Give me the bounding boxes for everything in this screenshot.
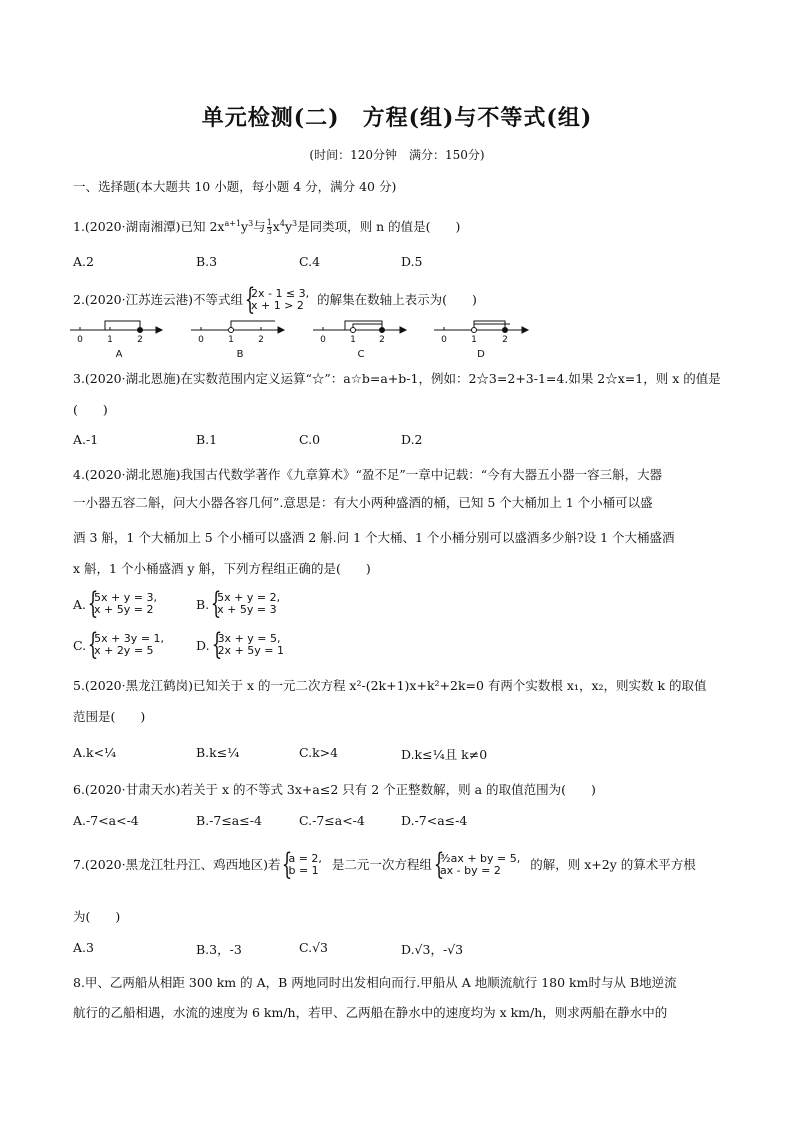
q7-sol-2: b = 1 bbox=[288, 864, 319, 877]
q7-option-d[interactable]: D.√3，-√3 bbox=[401, 942, 464, 957]
q7-line-2: 为( ) bbox=[73, 909, 121, 924]
svg-text:2: 2 bbox=[137, 335, 143, 345]
q4-a-eq-2: x + 5y = 2 bbox=[94, 603, 154, 616]
exam-info: (时间：120分钟 满分：150分) bbox=[309, 148, 485, 162]
question-7 bbox=[73, 847, 696, 882]
q4-line-3: 酒 3 斛，1 个大桶加上 5 个小桶可以盛酒 2 斛.问 1 个大桶、1 个小桶分别可以盛酒多少斛?设 1 个大桶盛酒 bbox=[73, 530, 675, 545]
q1-prefix: 1.(2020·湖南湘潭)已知 2x bbox=[73, 219, 225, 235]
q4-line-1: 4.(2020·湖北恩施)我国古代数学著作《九章算术》“盈不足”一章中记载：“今有大器五小器一容三斛，大器 bbox=[73, 467, 663, 482]
q3-option-d[interactable]: D.2 bbox=[401, 432, 423, 447]
q4-option-d[interactable]: D. { 3x + y = 5, 2x + 5y = 1 bbox=[196, 627, 284, 662]
q4-d-eq-1: 3x + y = 5, bbox=[217, 632, 281, 645]
q4-option-c[interactable]: C. { 5x + 3y = 1, x + 2y = 5 bbox=[73, 627, 165, 662]
svg-text:1: 1 bbox=[228, 335, 234, 345]
svg-text:1: 1 bbox=[471, 335, 477, 345]
q1-option-d[interactable]: D.5 bbox=[401, 254, 423, 269]
q7-system: { ³⁄₂ax + by = 5, ax - by = 2 bbox=[433, 847, 521, 882]
q5-option-d[interactable]: D.k≤¼且 k≠0 bbox=[401, 747, 488, 762]
q1-option-c[interactable]: C.4 bbox=[299, 254, 321, 269]
q2-prefix: 2.(2020·江苏连云港)不等式组 bbox=[73, 292, 243, 307]
q7-sol-1: a = 2, bbox=[288, 852, 322, 865]
q7-option-a[interactable]: A.3 bbox=[73, 940, 94, 955]
q8-line-2: 航行的乙船相遇，水流的速度为 6 km/h，若甲、乙两船在静水中的速度均为 x km/h，则求两船在静水中的 bbox=[73, 1005, 668, 1020]
number-line-d bbox=[434, 321, 528, 333]
q7-sys-2: ax - by = 2 bbox=[439, 864, 501, 877]
q7-option-b[interactable]: B.3，-3 bbox=[196, 942, 242, 957]
q4-line-4: x 斛，1 个小桶盛酒 y 斛，下列方程组正确的是( ) bbox=[73, 561, 371, 576]
q2-system-line-1: 2x - 1 ≤ 3, bbox=[250, 287, 310, 300]
q5-option-c[interactable]: C.k>4 bbox=[299, 745, 339, 760]
q2-option-d[interactable]: D bbox=[477, 349, 485, 360]
svg-text:2: 2 bbox=[502, 335, 508, 345]
q7-solution: { a = 2, b = 1 bbox=[282, 847, 322, 882]
q8-line-1: 8.甲、乙两船从相距 300 km 的 A，B 两地同时出发相向而行.甲船从 A 地顺流航行 180 km时与从 B地逆流 bbox=[73, 975, 677, 990]
number-line-b bbox=[191, 321, 284, 333]
q1-mid: 与 bbox=[253, 219, 266, 235]
q5-line-2: 范围是( ) bbox=[73, 709, 146, 724]
question-2 bbox=[73, 282, 477, 317]
q5-option-a[interactable]: A.k<¼ bbox=[73, 745, 117, 760]
q3-option-c[interactable]: C.0 bbox=[299, 432, 321, 447]
svg-text:1: 1 bbox=[107, 335, 113, 345]
q3-option-a[interactable]: A.-1 bbox=[73, 432, 99, 447]
q6-option-a[interactable]: A.-7<a<-4 bbox=[73, 813, 139, 828]
q5-line-1: 5.(2020·黑龙江鹤岗)已知关于 x 的一元二次方程 x²-(2k+1)x+k²+2k=0 有两个实数根 x₁，x₂，则实数 k 的取值 bbox=[73, 678, 707, 693]
q2-system-line-2: x + 1 > 2 bbox=[250, 299, 304, 312]
svg-text:2: 2 bbox=[379, 335, 385, 345]
svg-text:0: 0 bbox=[441, 335, 447, 345]
q6-option-b[interactable]: B.-7≤a≤-4 bbox=[196, 813, 262, 828]
q3-line-2: ( ) bbox=[73, 402, 108, 417]
q6-option-c[interactable]: C.-7≤a<-4 bbox=[299, 813, 365, 828]
svg-text:0: 0 bbox=[198, 335, 204, 345]
number-line-c bbox=[313, 321, 406, 333]
q3-option-b[interactable]: B.1 bbox=[196, 432, 218, 447]
q4-c-eq-1: 5x + 3y = 1, bbox=[94, 632, 165, 645]
q4-option-b[interactable]: B. { 5x + y = 2, x + 5y = 3 bbox=[196, 586, 281, 621]
q4-b-eq-1: 5x + y = 2, bbox=[217, 591, 281, 604]
q4-a-eq-1: 5x + y = 3, bbox=[94, 591, 157, 604]
svg-text:0: 0 bbox=[320, 335, 326, 345]
q4-c-eq-2: x + 2y = 5 bbox=[94, 644, 154, 657]
page-title: 单元检测(二) 方程(组)与不等式(组) bbox=[201, 105, 593, 131]
q4-line-2: 一小器五容二斛，问大小器各容几何”.意思是：有大小两种盛酒的桶，已知 5 个大桶加上 1 个小桶可以盛 bbox=[73, 495, 653, 510]
q2-option-a[interactable]: A bbox=[115, 349, 123, 360]
q7-mid: 是二元一次方程组 bbox=[331, 857, 432, 872]
q6-line-1: 6.(2020·甘肃天水)若关于 x 的不等式 3x+a≤2 只有 2 个正整数解，则 a 的取值范围为( ) bbox=[73, 782, 596, 797]
q5-option-b[interactable]: B.k≤¼ bbox=[196, 745, 240, 760]
q2-system: { 2x - 1 ≤ 3, x + 1 > 2 bbox=[244, 282, 310, 317]
q3-line-1: 3.(2020·湖北恩施)在实数范围内定义运算“☆”：a☆b=a+b-1，例如：2☆3=2+3-1=4.如果 2☆x=1，则 x 的值是 bbox=[73, 371, 721, 386]
section-heading: 一、选择题(本大题共 10 小题，每小题 4 分，满分 40 分) bbox=[73, 179, 397, 194]
q7-sys-1: ³⁄₂ax + by = 5, bbox=[439, 852, 521, 865]
q7-suffix: 的解，则 x+2y 的算术平方根 bbox=[530, 857, 696, 872]
q4-option-a[interactable]: A. { 5x + y = 3, x + 5y = 2 bbox=[73, 586, 157, 621]
number-line-a bbox=[70, 321, 162, 333]
svg-text:2: 2 bbox=[258, 335, 264, 345]
q2-option-c[interactable]: C bbox=[357, 349, 365, 360]
q7-option-c[interactable]: C.√3 bbox=[299, 940, 329, 955]
number-line-options bbox=[70, 318, 540, 360]
svg-text:0: 0 bbox=[77, 335, 83, 345]
svg-text:1: 1 bbox=[350, 335, 356, 345]
q7-prefix: 7.(2020·黑龙江牡丹江、鸡西地区)若 bbox=[73, 857, 281, 872]
q1-option-b[interactable]: B.3 bbox=[196, 254, 218, 269]
q6-option-d[interactable]: D.-7<a≤-4 bbox=[401, 813, 468, 828]
q2-suffix: 的解集在数轴上表示为( ) bbox=[317, 292, 477, 307]
q1-suffix: 是同类项，则 n 的值是( ) bbox=[297, 219, 461, 235]
q4-b-eq-2: x + 5y = 3 bbox=[217, 603, 277, 616]
q2-option-b[interactable]: B bbox=[236, 349, 244, 360]
q1-option-a[interactable]: A.2 bbox=[73, 254, 94, 269]
q4-d-eq-2: 2x + 5y = 1 bbox=[217, 644, 284, 657]
question-1: 1.(2020·湖南湘潭)已知 $2x^{a+1}y^3$与 $\frac{1}{3}$ $x^4y^3$是同类项，则 n 的值是( ) bbox=[73, 218, 461, 237]
